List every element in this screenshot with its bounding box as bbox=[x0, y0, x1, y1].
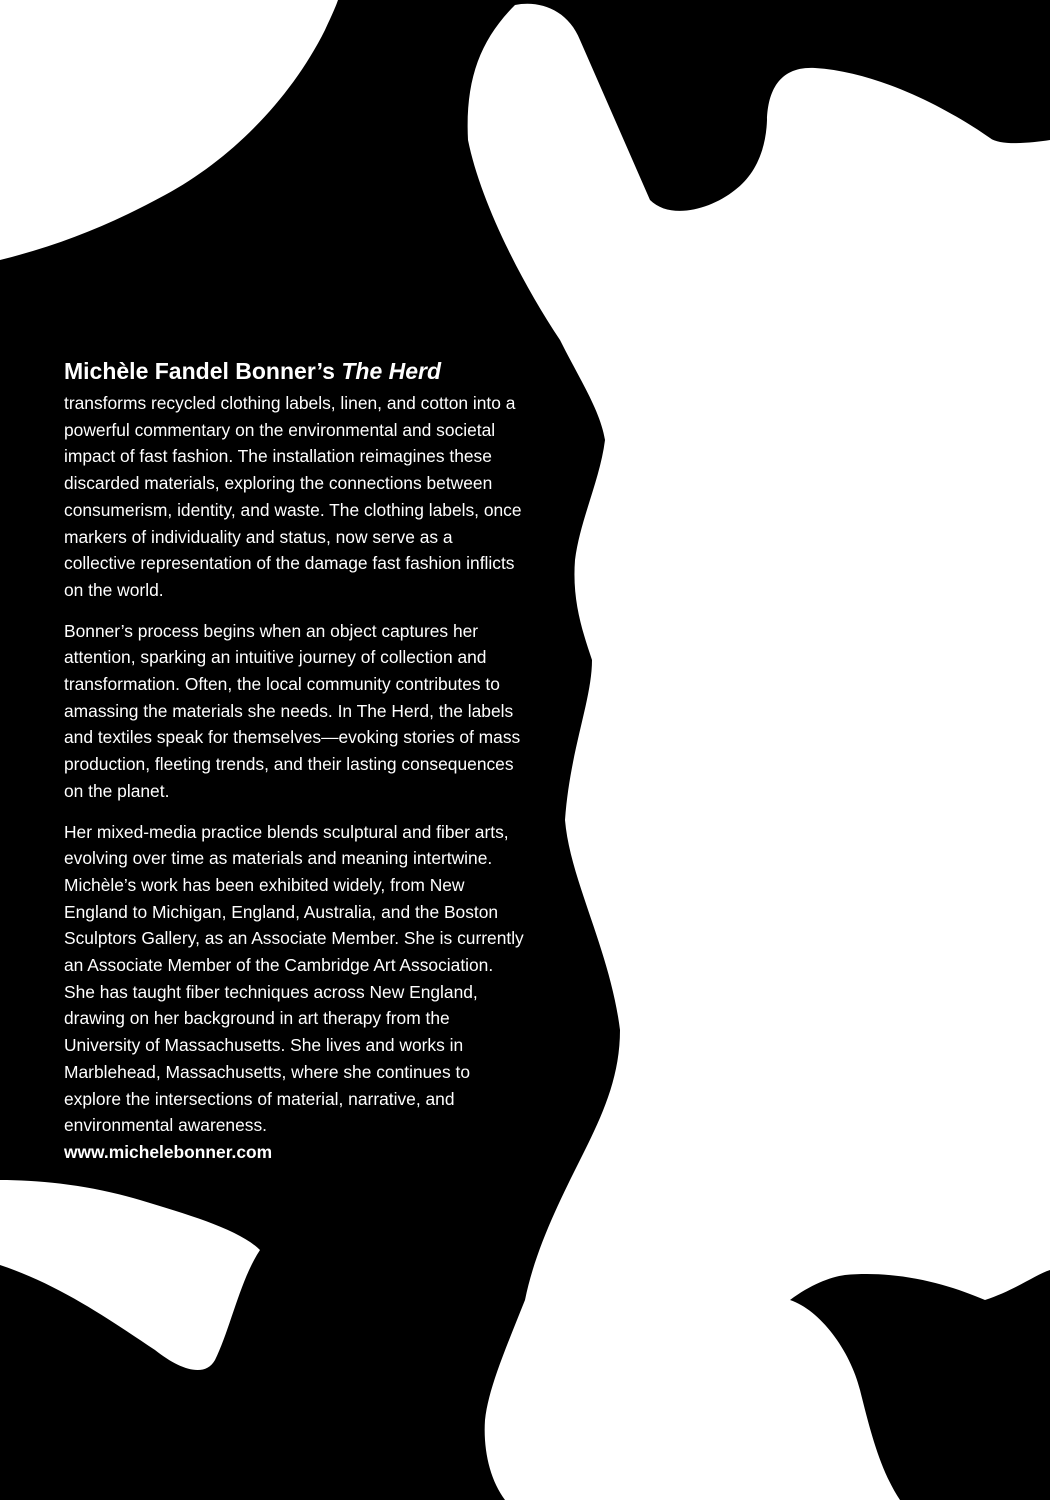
website-link[interactable]: www.michelebonner.com bbox=[64, 1141, 273, 1162]
artist-statement bbox=[64, 352, 524, 1180]
statement-paragraph-2: Bonner’s process begins when an object captures her attention, sparking an intuitive journey of collection and transformation. Often, the local community contributes to amassing the materials she needs. In The Herd, the labels and textiles speak for themselves—evoking stories of mass production, fleeting trends, and their lasting consequences on the planet. bbox=[64, 620, 521, 801]
black-patch-lower-right bbox=[790, 1270, 1050, 1500]
statement-paragraph-3 bbox=[64, 819, 524, 1166]
work-title: The Herd bbox=[341, 358, 442, 384]
statement-paragraph-1: transforms recycled clothing labels, linen, and cotton into a powerful commentary on the environmental and societal impact of fast fashion. The installation reimagines these discarded materials, exploring the connections between consumerism, identity, and waste. The clothing labels, once markers of individuality and status, now serve as a collective representation of the damage fast fashion inflicts on the world. bbox=[64, 393, 522, 600]
bio-text: Her mixed-media practice blends sculptural and fiber arts, evolving over time as materials and meaning intertwine. Michèle’s work has been exhibited widely, from New England to Michigan, England, Australia, and the Boston Sculptors Gallery, as an Associate Member. She is currently an Associate Member of the Cambridge Art Association. She has taught fiber techniques across New England, drawing on her background in art therapy from the University of Massachusetts. She lives and works in Marblehead, Massachusetts, where she continues to explore the intersections of material, narrative, and environmental awareness. bbox=[64, 821, 524, 1136]
artist-heading bbox=[64, 352, 524, 390]
artist-name: Michèle Fandel Bonner’s bbox=[64, 358, 335, 384]
